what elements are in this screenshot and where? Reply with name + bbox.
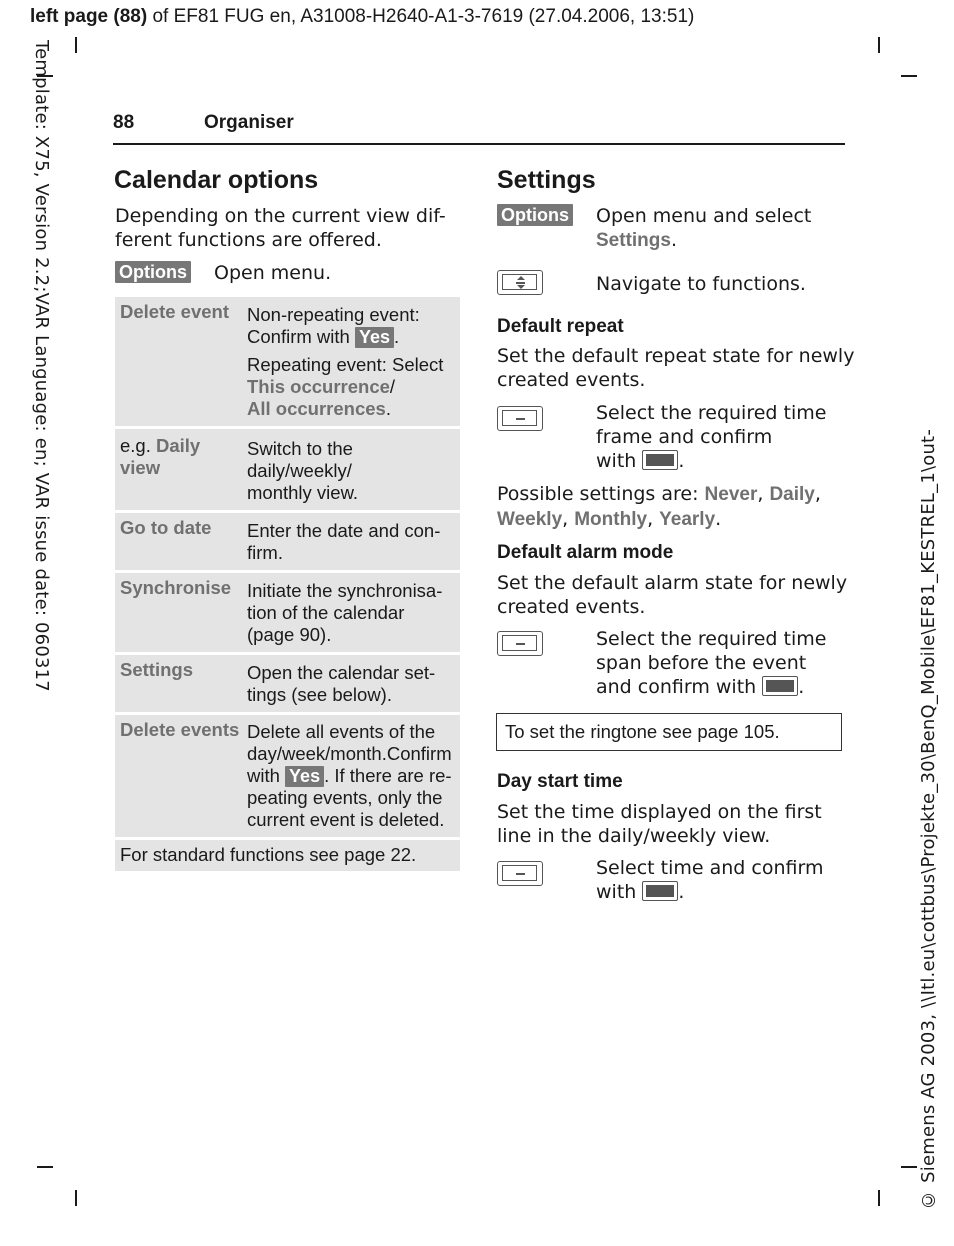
navigation-key-leftright-icon bbox=[497, 631, 543, 656]
desc-text: with bbox=[247, 765, 286, 786]
default-alarm-subhead: Default alarm mode bbox=[497, 542, 674, 563]
options-table bbox=[115, 297, 460, 871]
center-key-icon bbox=[642, 881, 678, 901]
print-header-rest: of EF81 FUG en, A31008-H2640-A1-3-7619 (27.04.2006, 13:51) bbox=[147, 6, 695, 27]
menu-term: Daily bbox=[769, 484, 815, 505]
desc-line: Initiate the synchronisa- bbox=[247, 580, 443, 601]
option-term: Delete events bbox=[120, 719, 240, 740]
crop-mark bbox=[901, 75, 917, 77]
step-line: frame and confirm bbox=[596, 426, 773, 448]
desc-line: Delete all events of the bbox=[247, 721, 436, 742]
option-term: Settings bbox=[120, 659, 193, 680]
arrow-down-icon bbox=[517, 285, 525, 289]
desc-line: monthly view. bbox=[247, 482, 359, 503]
step-line: Select time and confirm bbox=[596, 857, 824, 879]
table-row bbox=[115, 297, 460, 426]
term-prefix: e.g. bbox=[120, 435, 156, 456]
desc-text: . If there are re- bbox=[324, 765, 452, 786]
print-header-bold: left page (88) bbox=[30, 6, 148, 27]
text-line: Set the time displayed on the first bbox=[497, 801, 822, 823]
side-text-copyright: © Siemens AG 2003, \\Itl.eu\cottbus\Projekte_30\BenQ_Mobile\EF81_KESTREL_1\out- bbox=[918, 428, 939, 1210]
separator: , bbox=[757, 483, 770, 505]
desc-line: Open the calendar set- bbox=[247, 662, 436, 683]
navkey-inner bbox=[502, 410, 537, 426]
options-softkey-row bbox=[115, 261, 191, 283]
navigation-key-leftright-icon bbox=[497, 861, 543, 886]
desc-line: day/week/month.Confirm bbox=[247, 743, 452, 764]
side-text-template: Template: X75, Version 2.2;VAR Language: en; VAR issue date: 060317 bbox=[31, 40, 52, 692]
step-line: span before the event bbox=[596, 652, 807, 674]
crop-mark bbox=[878, 37, 880, 53]
desc-text: Non-repeating event: bbox=[247, 304, 420, 325]
desc-line: current event is deleted. bbox=[247, 809, 445, 830]
navkey-inner bbox=[502, 865, 537, 881]
navkey-inner bbox=[502, 274, 537, 290]
table-row bbox=[115, 513, 460, 570]
desc-line bbox=[247, 765, 454, 787]
center-key-icon bbox=[762, 676, 798, 696]
step-text: . bbox=[678, 881, 685, 903]
table-row bbox=[115, 429, 460, 510]
option-term: Go to date bbox=[120, 517, 212, 538]
intro-line: Depending on the current view dif- bbox=[115, 205, 446, 227]
crop-mark bbox=[37, 1166, 53, 1168]
text-line bbox=[497, 482, 821, 507]
option-description bbox=[243, 573, 460, 652]
step-text: . bbox=[670, 229, 677, 251]
table-row bbox=[115, 655, 460, 712]
default-repeat-step bbox=[596, 401, 826, 473]
ringtone-note-box: To set the ringtone see page 105. bbox=[496, 713, 842, 751]
step-text: . bbox=[798, 676, 805, 698]
text-line bbox=[497, 507, 821, 532]
calendar-options-heading: Calendar options bbox=[114, 166, 319, 194]
term-text: view bbox=[120, 457, 161, 478]
step-line: Select the required time bbox=[596, 402, 827, 424]
desc-text: . bbox=[385, 398, 391, 419]
text-line: Set the default alarm state for newly bbox=[497, 572, 848, 594]
desc-line: tion of the calendar bbox=[247, 602, 405, 623]
default-repeat-text bbox=[497, 344, 854, 392]
possible-settings bbox=[497, 482, 821, 532]
text-line: created events. bbox=[497, 596, 646, 618]
navkey-center-dash bbox=[516, 873, 525, 875]
menu-term: Never bbox=[704, 484, 758, 505]
desc-text: . bbox=[394, 326, 400, 347]
step-line: Open menu and select bbox=[596, 205, 812, 227]
desc-line: tings (see below). bbox=[247, 684, 392, 705]
text-line: line in the daily/weekly view. bbox=[497, 825, 771, 847]
text-line: Set the default repeat state for newly bbox=[497, 345, 855, 367]
option-term: Delete event bbox=[120, 301, 229, 322]
calendar-options-intro bbox=[115, 204, 446, 252]
crop-mark bbox=[75, 1190, 77, 1206]
option-description bbox=[243, 429, 460, 510]
day-start-subhead: Day start time bbox=[497, 771, 623, 792]
navkey-center-dash bbox=[516, 418, 525, 420]
desc-text: Confirm with bbox=[247, 326, 355, 347]
day-start-text bbox=[497, 800, 822, 848]
page-number: 88 bbox=[113, 112, 135, 133]
intro-line: ferent functions are offered. bbox=[115, 229, 382, 251]
description-paragraph bbox=[247, 304, 454, 348]
menu-term: This occurrence bbox=[247, 376, 390, 397]
default-repeat-subhead: Default repeat bbox=[497, 316, 624, 337]
crop-mark bbox=[878, 1190, 880, 1206]
navigate-text: Navigate to functions. bbox=[596, 273, 806, 295]
crop-mark bbox=[901, 1166, 917, 1168]
menu-term: Settings bbox=[596, 230, 671, 251]
step-text: with bbox=[596, 881, 637, 903]
navkey-center-dash bbox=[516, 643, 525, 645]
desc-text: / bbox=[389, 376, 396, 397]
separator: , bbox=[814, 483, 821, 505]
menu-term: Yearly bbox=[659, 509, 716, 530]
options-softkey-text: Open menu. bbox=[214, 262, 332, 284]
desc-text: Repeating event: Select bbox=[247, 354, 444, 375]
arrow-up-icon bbox=[517, 276, 525, 280]
option-description bbox=[243, 715, 460, 837]
desc-line: (page 90). bbox=[247, 624, 332, 645]
desc-line: firm. bbox=[247, 542, 283, 563]
option-term bbox=[115, 429, 243, 510]
yes-softkey: Yes bbox=[285, 766, 324, 787]
navigation-key-updown-icon bbox=[497, 270, 543, 295]
navkey-center-dash bbox=[516, 282, 525, 284]
header-rule bbox=[113, 143, 845, 145]
desc-line: peating events, only the bbox=[247, 787, 443, 808]
step-text: with bbox=[596, 450, 637, 472]
center-key-icon bbox=[642, 450, 678, 470]
option-description bbox=[243, 297, 460, 426]
step-line bbox=[596, 675, 826, 699]
settings-heading: Settings bbox=[497, 166, 596, 194]
running-title: Organiser bbox=[204, 112, 294, 133]
step-line bbox=[596, 228, 811, 253]
menu-term: All occurrences bbox=[247, 398, 386, 419]
settings-softkey-row bbox=[497, 204, 573, 226]
text: . bbox=[715, 508, 722, 530]
desc-line: Switch to the daily/weekly/ bbox=[247, 438, 353, 481]
default-alarm-step bbox=[596, 627, 826, 699]
navkey-inner bbox=[502, 635, 537, 651]
text-line: created events. bbox=[497, 369, 646, 391]
default-alarm-text bbox=[497, 571, 847, 619]
option-term: Synchronise bbox=[120, 577, 232, 598]
print-header bbox=[30, 6, 694, 28]
options-softkey: Options bbox=[497, 204, 573, 226]
step-text: . bbox=[678, 450, 685, 472]
crop-mark bbox=[75, 37, 77, 53]
separator: , bbox=[562, 508, 575, 530]
table-row bbox=[115, 715, 460, 837]
separator: , bbox=[647, 508, 660, 530]
step-text: and confirm with bbox=[596, 676, 757, 698]
term-text: Daily bbox=[156, 435, 201, 456]
options-table-footer: For standard functions see page 22. bbox=[115, 840, 460, 871]
table-row bbox=[115, 573, 460, 652]
navigation-key-leftright-icon bbox=[497, 406, 543, 431]
settings-softkey-text bbox=[596, 204, 811, 253]
menu-term: Weekly bbox=[497, 509, 563, 530]
menu-term: Monthly bbox=[574, 509, 648, 530]
step-line bbox=[596, 449, 826, 473]
option-description bbox=[243, 513, 460, 570]
step-line bbox=[596, 880, 823, 904]
text: Possible settings are: bbox=[497, 483, 705, 505]
option-description bbox=[243, 655, 460, 712]
description-paragraph bbox=[247, 354, 454, 420]
yes-softkey: Yes bbox=[355, 327, 394, 348]
options-softkey: Options bbox=[115, 261, 191, 283]
step-line: Select the required time bbox=[596, 628, 827, 650]
desc-line: Enter the date and con- bbox=[247, 520, 441, 541]
day-start-step bbox=[596, 856, 823, 904]
